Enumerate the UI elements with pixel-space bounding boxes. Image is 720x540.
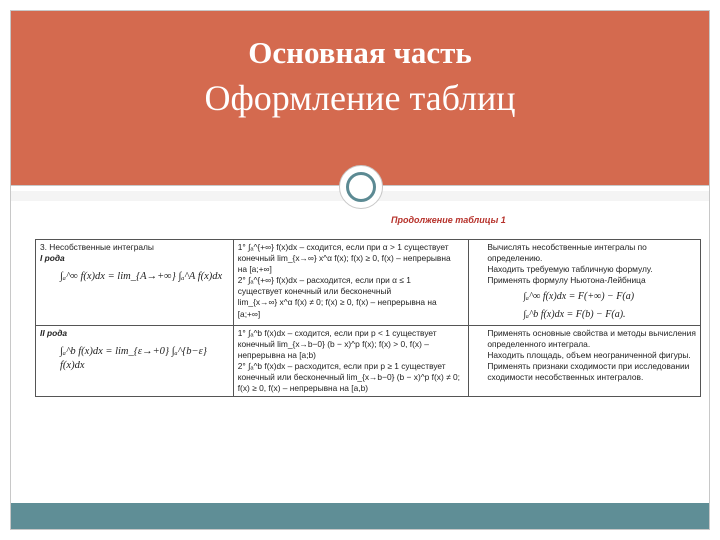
skill-line: Находить площадь, объем неограниченной фигуры. bbox=[487, 349, 691, 360]
skill-line: Применять основные свойства и методы вычисления определенного интеграла. bbox=[487, 327, 696, 349]
skill-line: Вычислять несобственные интегралы по определению. bbox=[487, 242, 647, 264]
kind-label: II рода bbox=[40, 327, 68, 338]
slide-subtitle: Оформление таблиц bbox=[204, 78, 516, 118]
continuation-label: Продолжение таблицы 1 bbox=[391, 215, 506, 225]
criterion-line: 2° ∫ₐ^{+∞} f(x)dx – расходится, если при α ≤ 1 bbox=[237, 275, 411, 286]
criterion-line: lim_{x→∞} x^α f(x) ≠ 0; f(x) ≥ 0, f(x) – непрерывна на bbox=[237, 297, 437, 308]
criterion-line: существует конечный или бесконечный bbox=[237, 286, 392, 297]
criterion-line: [a;+∞] bbox=[237, 308, 261, 319]
section-title: 3. Несобственные интегралы bbox=[40, 242, 154, 252]
table-cell-type bbox=[36, 240, 234, 326]
table-cell-criteria bbox=[233, 240, 469, 326]
criterion-line: на [a;+∞] bbox=[237, 264, 272, 275]
skill-line: Применять признаки сходимости при исследовании сходимости несобственных интегралов. bbox=[487, 361, 690, 383]
criterion-line: 1° ∫ₐ^{+∞} f(x)dx – сходится, если при α > 1 существует bbox=[237, 242, 449, 252]
criterion-line: 2° ∫ₐ^b f(x)dx – расходится, если при p ≥ 1 существует bbox=[237, 361, 446, 372]
table-row bbox=[36, 325, 701, 397]
slide-footer bbox=[11, 503, 709, 529]
criterion-line: конечный lim_{x→b−0} (b − x)^p f(x); f(x) > 0, f(x) – bbox=[237, 338, 429, 349]
table-row bbox=[36, 240, 701, 326]
table-cell-skills bbox=[469, 325, 701, 397]
table-cell-skills bbox=[469, 240, 701, 326]
definition-formula: ∫ₐ^b f(x)dx = lim_{ε→+0} ∫ₐ^{b−ε} f(x)dx bbox=[60, 345, 207, 371]
criterion-line: конечный lim_{x→∞} x^α f(x); f(x) ≥ 0, f(x) – непрерывна bbox=[237, 253, 451, 264]
kind-label: I рода bbox=[40, 253, 65, 264]
newton-leibniz-formula: ∫ₐ^∞ f(x)dx = F(+∞) − F(a) bbox=[523, 291, 635, 303]
skill-line: Применять формулу Ньютона-Лейбница bbox=[487, 275, 646, 286]
skill-line: Находить требуемую табличную формулу. bbox=[487, 264, 653, 275]
slide-header bbox=[11, 11, 709, 185]
slide-title: Основная часть bbox=[248, 35, 472, 70]
criterion-line: f(x) ≥ 0, f(x) – непрерывна на [a,b) bbox=[237, 383, 369, 394]
ornament-ring-icon bbox=[346, 172, 376, 202]
table-cell-criteria bbox=[233, 325, 469, 397]
criterion-line: конечный или бесконечный lim_{x→b−0} (b − x)^p f(x) ≠ 0; bbox=[237, 372, 460, 383]
slide bbox=[10, 10, 710, 530]
integrals-table bbox=[35, 239, 701, 397]
definition-formula: ∫ₐ^∞ f(x)dx = lim_{A→+∞} ∫ₐ^A f(x)dx bbox=[60, 271, 223, 283]
newton-leibniz-formula: ∫ₐ^b f(x)dx = F(b) − F(a). bbox=[523, 308, 626, 320]
criterion-line: непрерывна на [a;b) bbox=[237, 349, 316, 360]
criterion-line: 1° ∫ₐ^b f(x)dx – сходится, если при p < 1 существует bbox=[237, 327, 437, 338]
table-cell-type bbox=[36, 325, 234, 397]
